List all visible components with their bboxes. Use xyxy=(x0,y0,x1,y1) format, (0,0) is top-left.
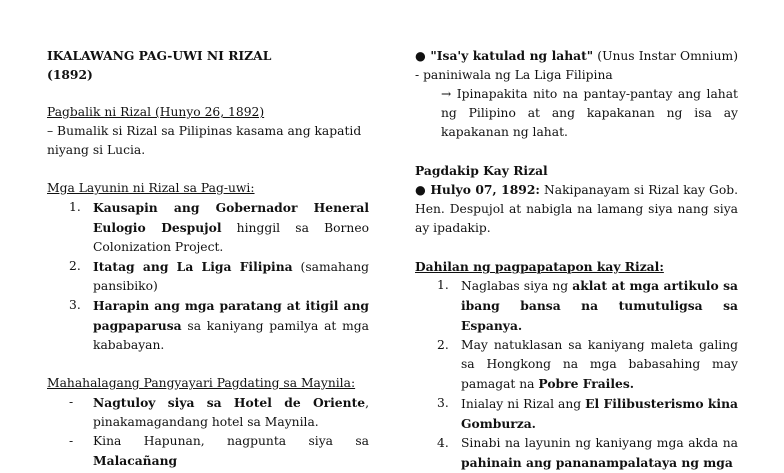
list-item-text: Naglabas siya ng xyxy=(461,279,573,293)
right-column xyxy=(415,46,738,473)
list-item-text: (samahang pansibiko) xyxy=(93,260,369,293)
arrest-heading: Pagdakip Kay Rizal xyxy=(415,163,548,178)
motto-bullet xyxy=(415,46,738,85)
list-item-bold: Nagtuloy siya sa Hotel de Oriente xyxy=(93,395,366,410)
arrest-bullet xyxy=(415,180,738,238)
list-dash: - xyxy=(69,434,74,448)
return-text: – Bumalik si Rizal sa Pilipinas kasama ang kapatid niyang si Lucia. xyxy=(47,124,362,157)
list-dash: - xyxy=(69,395,74,409)
list-number: 3. xyxy=(437,396,449,410)
left-column xyxy=(47,46,369,471)
page-title-year: (1892) xyxy=(47,67,93,82)
return-heading: Pagbalik ni Rizal (Hunyo 26, 1892) xyxy=(47,105,265,119)
page-title: IKALAWANG PAG-UWI NI RIZAL xyxy=(47,48,272,63)
arrest-date: ● Hulyo 07, 1892: xyxy=(415,182,540,197)
motto-explanation: → Ipinapakita nito na pantay-pantay ang lahat ng Pilipino at ang kapakanan ng isa ay kapakanan ng lahat. xyxy=(441,87,738,139)
list-item xyxy=(415,434,738,473)
list-item-bold: aklat at mga artikulo sa ibang bansa na tumutuligsa sa Espanya. xyxy=(461,278,739,333)
list-item-text: May natuklasan sa kaniyang maleta galing sa Hongkong na mga babasahing may pamagat na xyxy=(461,338,738,391)
list-item xyxy=(415,336,738,394)
list-number: 2. xyxy=(69,259,81,273)
list-number: 4. xyxy=(437,436,449,450)
list-item-text: Kina Hapunan, nagpunta siya sa xyxy=(93,434,369,448)
list-number: 3. xyxy=(69,298,81,312)
list-item-text: , pinakamagandang hotel sa Maynila. xyxy=(93,396,369,429)
motto-text: (Unus Instar Omnium) - paniniwala ng La Liga Filipina xyxy=(415,49,738,82)
list-item xyxy=(415,276,738,336)
list-item xyxy=(47,296,369,355)
list-item xyxy=(47,198,369,257)
list-number: 2. xyxy=(437,338,449,352)
list-item-bold: Malacañang xyxy=(93,453,178,468)
list-item-bold: Pobre Frailes. xyxy=(538,376,635,391)
list-item-bold: pahinain ang pananampalataya ng mga xyxy=(461,455,733,470)
goals-heading: Mga Layunin ni Rizal sa Pag-uwi: xyxy=(47,181,255,195)
list-item xyxy=(47,393,369,432)
arrest-text: Nakipanayam si Rizal kay Gob. Hen. Despujol at nabigla na lamang siya nang siya ay ipadakip. xyxy=(415,183,739,235)
list-item-bold: Kausapin ang Gobernador Heneral Eulogio Despujol xyxy=(93,200,369,235)
motto-bold: ● "Isa'y katulad ng lahat" xyxy=(415,48,594,63)
list-item-text: Inialay ni Rizal ang xyxy=(461,397,586,411)
list-item xyxy=(415,394,738,434)
list-item xyxy=(47,257,369,296)
list-item xyxy=(47,432,369,471)
list-item-bold: Itatag ang La Liga Filipina xyxy=(93,259,293,274)
list-number: 1. xyxy=(437,278,449,292)
list-item-bold: Harapin ang mga paratang at itigil ang pagpaparusa xyxy=(93,298,369,333)
exile-heading: Dahilan ng pagpapatapon kay Rizal: xyxy=(415,259,664,274)
list-item-text: hinggil sa Borneo Colonization Project. xyxy=(93,221,370,254)
list-number: 1. xyxy=(69,200,81,214)
list-item-text: Sinabi na layunin ng kaniyang mga akda na xyxy=(461,436,738,450)
events-heading: Mahahalagang Pangyayari Pagdating sa Maynila: xyxy=(47,376,356,390)
list-item-text: sa kaniyang pamilya at mga kababayan. xyxy=(93,319,369,352)
list-item-bold: El Filibusterismo kina Gomburza. xyxy=(461,396,738,431)
